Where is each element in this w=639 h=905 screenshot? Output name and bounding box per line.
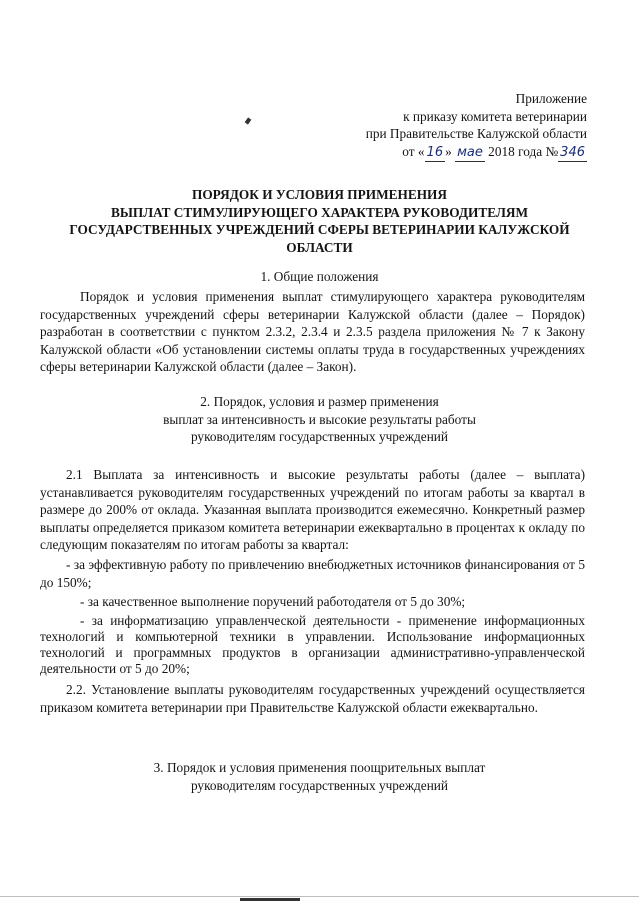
handwritten-month: мае [455, 144, 485, 163]
scan-mark [245, 117, 252, 124]
appendix-label: Приложение [515, 91, 587, 106]
section3-heading: 3. Порядок и условия применения поощрительных выплат руководителям государственных учреждений [153, 760, 486, 793]
section1-text: Порядок и условия применения выплат стимулирующего характера руководителям государственных учреждений сферы ветеринарии Калужской области (далее – Порядок) разработан в соответствии с пунктом 2.3.2, 2.3.4 и 2.3.5 раздела приложения № 7 к Закону Калужской области «Об установлении системы оплаты труда в государственных учреждениях сферы ветеринарии Калужской области (далее – Закон). [40, 289, 585, 374]
scan-bottom-edge [0, 896, 639, 897]
list-item-informatization: - за информатизацию управленческой деятельности - применение информационных технологий и компьютерной техники в управлении. Использование информационных технологий и программных продуктов в организации административно-управленческой деятельности от 5 до 20%; [40, 613, 585, 676]
section1-heading: 1. Общие положения [260, 269, 379, 284]
paragraph-2-2: 2.2. Установление выплаты руководителям государственных учреждений осуществляется приказом комитета ветеринарии при Правительстве Калужской области ежеквартально. [40, 682, 585, 715]
appendix-government-line: при Правительстве Калужской области [365, 126, 587, 141]
section2-heading: 2. Порядок, условия и размер применения выплат за интенсивность и высокие результаты работы руководителям государственных учреждений [163, 394, 476, 444]
list-item-extrabudget: - за эффективную работу по привлечению внебюджетных источников финансирования от 5 до 150%; [40, 557, 585, 590]
handwritten-number: 346 [558, 144, 587, 163]
appendix-order-line: к приказу комитета ветеринарии [403, 108, 587, 124]
appendix-block [366, 90, 587, 162]
list-item-quality: - за качественное выполнение поручений работодателя от 5 до 30%; [80, 594, 466, 609]
scan-bottom-mark [240, 898, 300, 901]
paragraph-2-1: 2.1 Выплата за интенсивность и высокие результаты работы (далее – выплата) устанавливается руководителям государственных учреждений по итогам работы за квартал в размере до 200% от оклада. Указанная выплата производится ежемесячно. Конкретный размер выплаты определяется приказом комитета ветеринарии ежеквартально в процентах к окладу по следующим показателям по итогам работы за квартал: [40, 467, 585, 552]
appendix-date-line: от « 16 » мае 2018 года № 346 [366, 143, 587, 163]
handwritten-day: 16 [425, 144, 446, 163]
document-title: ПОРЯДОК И УСЛОВИЯ ПРИМЕНЕНИЯ ВЫПЛАТ СТИМУЛИРУЮЩЕГО ХАРАКТЕРА РУКОВОДИТЕЛЯМ ГОСУДАРСТВЕННЫХ УЧРЕЖДЕНИЙ СФЕРЫ ВЕТЕРИНАРИИ КАЛУЖСКОЙ ОБЛАСТИ [69, 187, 570, 255]
